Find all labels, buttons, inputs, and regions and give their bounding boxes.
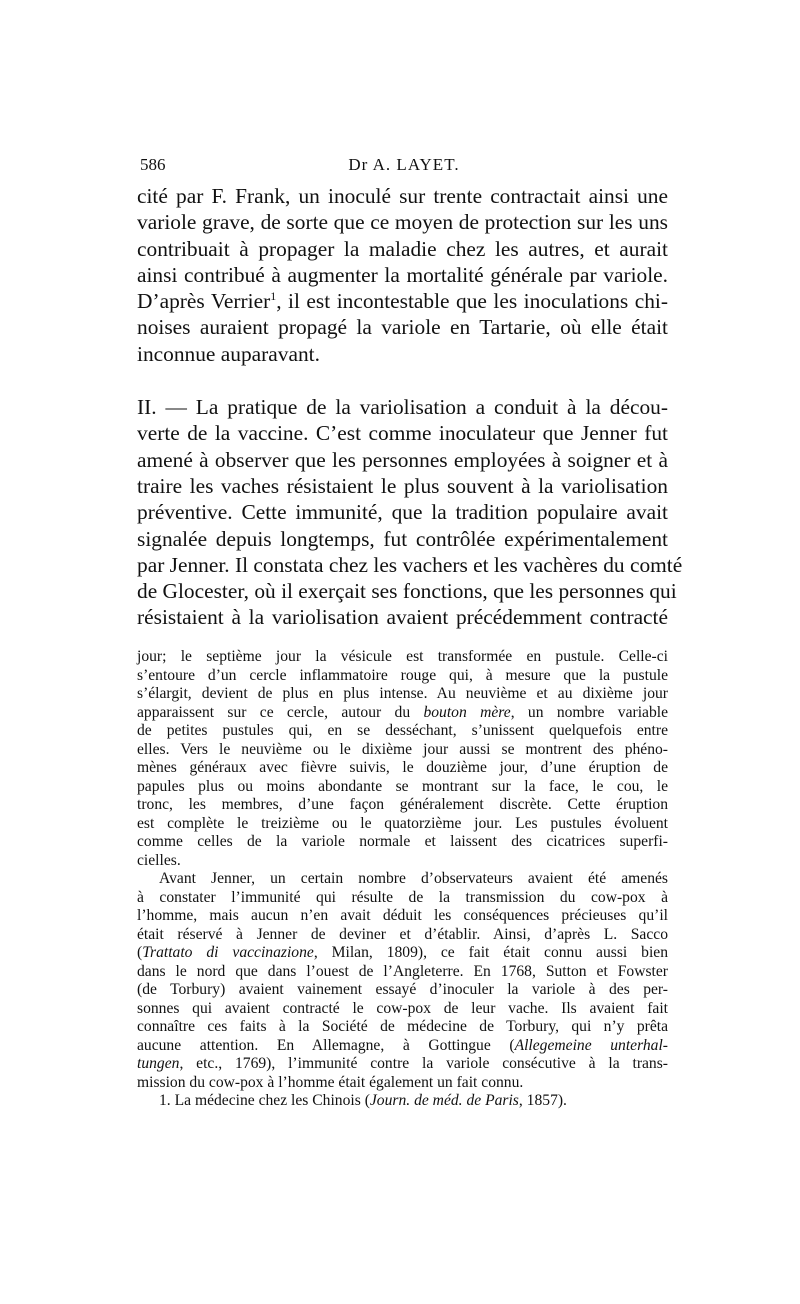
text-line: noises auraient propagé la variole en Tartarie, où elle était	[137, 315, 668, 340]
text-line	[137, 288, 668, 314]
italic-source: Journ. de méd. de Paris	[369, 1092, 519, 1109]
text-line: ainsi contribué à augmenter la mortalité générale par variole.	[137, 262, 668, 287]
text-line: par Jenner. Il constata chez les vachers et les vachères du comté	[137, 552, 683, 577]
text-fragment: aucune attention. En Allemagne, à Gottingue (	[137, 1036, 515, 1054]
page-header	[140, 155, 668, 177]
text-line: traire les vaches résistaient le plus souvent à la variolisation	[137, 473, 668, 498]
footnote-line: à constater l’immunité qui résulte de la transmission du cow-pox à	[137, 888, 668, 906]
footnote-ref: 1	[270, 289, 277, 304]
page-number: 586	[140, 155, 166, 174]
text-fragment: apparaissent sur ce cercle, autour du	[137, 703, 424, 721]
footnote-line: l’homme, mais aucun n’en avait déduit les conséquences précieuses qu’il	[137, 907, 668, 924]
footnote-1	[137, 1092, 668, 1111]
text-line: variole grave, de sorte que ce moyen de protection sur les uns	[137, 210, 668, 235]
text-fragment: , Milan, 1809), ce fait était connu aussi bien	[313, 944, 668, 961]
text-line: préventive. Cette immunité, que la tradition populaire avait	[137, 500, 668, 525]
footnote-line	[137, 944, 668, 963]
footnote-line: de petites pustules qui, en se desséchant, s’unissent quelquefois entre	[137, 722, 668, 739]
italic-title: Allegemeine unterhal-	[514, 1036, 668, 1054]
footnote-line: cielles.	[137, 851, 181, 869]
footnote-continuation	[137, 648, 668, 870]
footnote-line: s’élargit, devient de plus en plus intense. Au neuvième et au dixième jour	[137, 685, 668, 702]
footnote-line: est complète le treizième ou le quatorzième jour. Les pustules évoluent	[137, 814, 668, 832]
text-line: résistaient à la variolisation avaient précédemment contracté	[137, 605, 668, 630]
text-fragment: La médecine chez les Chinois (	[170, 1092, 370, 1109]
paragraph-gap	[137, 367, 668, 394]
running-head: Dr A. LAYET.	[348, 155, 460, 174]
footnote-line: s’entoure d’un cercle inflammatoire rouge qui, à mesure que la pustule	[137, 666, 668, 684]
italic-title: tungen	[137, 1055, 180, 1072]
paragraph-2	[137, 394, 683, 631]
text-line: verte de la vaccine. C’est comme inoculateur que Jenner fut	[137, 421, 668, 446]
footnote-number: 1.	[159, 1092, 171, 1109]
footnote-line: papules plus ou moins abondante se montrant sur la face, le cou, le	[137, 777, 668, 795]
text-fragment: , un nombre variable	[510, 703, 668, 721]
main-text	[137, 183, 683, 631]
text-fragment: D’après Verrier	[137, 289, 271, 314]
footnote-line: était réservé à Jenner de deviner et d’établir. Ainsi, d’après L. Sacco	[137, 925, 668, 943]
footnote-line: (de Torbury) avaient vainement essayé d’inoculer la variole à des per-	[137, 981, 668, 998]
text-fragment: , etc., 1769), l’immunité contre la variole consécutive à la trans-	[179, 1055, 668, 1072]
footnote-line: Avant Jenner, un certain nombre d’observateurs avaient été amenés	[159, 870, 668, 887]
italic-title: Trattato di vaccinazione	[142, 944, 314, 961]
footnote-paragraph-2	[137, 870, 668, 1092]
text-fragment: , il est incontestable que les inoculations chi-	[276, 289, 669, 314]
footnote-line	[137, 704, 668, 723]
text-line: cité par F. Frank, un inoculé sur trente contractait ainsi une	[137, 184, 668, 208]
footnote-line: sonnes qui avaient contracté le cow-pox de leur vache. Ils avaient fait	[137, 999, 668, 1017]
footnotes	[137, 648, 668, 1111]
footnote-line: mènes généraux avec fièvre suivis, le douzième jour, d’une éruption de	[137, 759, 668, 776]
paragraph-1	[137, 183, 668, 367]
footnote-line: dans le nord que dans l’ouest de l’Angleterre. En 1768, Sutton et Fowster	[137, 962, 668, 980]
text-fragment: (	[137, 944, 143, 961]
footnote-line: jour; le septième jour la vésicule est transformée en pustule. Celle-ci	[137, 648, 668, 665]
text-line: amené à observer que les personnes employées à soigner et à	[137, 447, 668, 472]
text-line: inconnue auparavant.	[137, 341, 320, 366]
footnote-line: elles. Vers le neuvième ou le dixième jour aussi se montrent des phéno-	[137, 740, 668, 758]
footnote-line: tronc, les membres, d’une façon généralement discrète. Cette éruption	[137, 796, 668, 813]
footnote-line: comme celles de la variole normale et laissent des cicatrices superfi-	[137, 833, 668, 850]
text-line: de Glocester, où il exerçait ses fonctions, que les personnes qui	[137, 579, 677, 604]
text-line: II. — La pratique de la variolisation a conduit à la décou-	[137, 395, 668, 420]
footnote-line	[137, 1092, 668, 1111]
footnote-line	[137, 1055, 668, 1074]
text-line: contribuait à propager la maladie chez les autres, et aurait	[137, 236, 668, 261]
footnote-line	[137, 1037, 668, 1056]
text-line: signalée depuis longtemps, fut contrôlée expérimentalement	[137, 526, 668, 551]
italic-term: bouton mère	[423, 703, 511, 721]
text-fragment: , 1857).	[518, 1092, 567, 1109]
footnote-line: mission du cow-pox à l’homme était également un fait connu.	[137, 1073, 524, 1091]
footnote-line: connaître ces faits à la Société de médecine de Torbury, qui n’y prêta	[137, 1018, 668, 1035]
